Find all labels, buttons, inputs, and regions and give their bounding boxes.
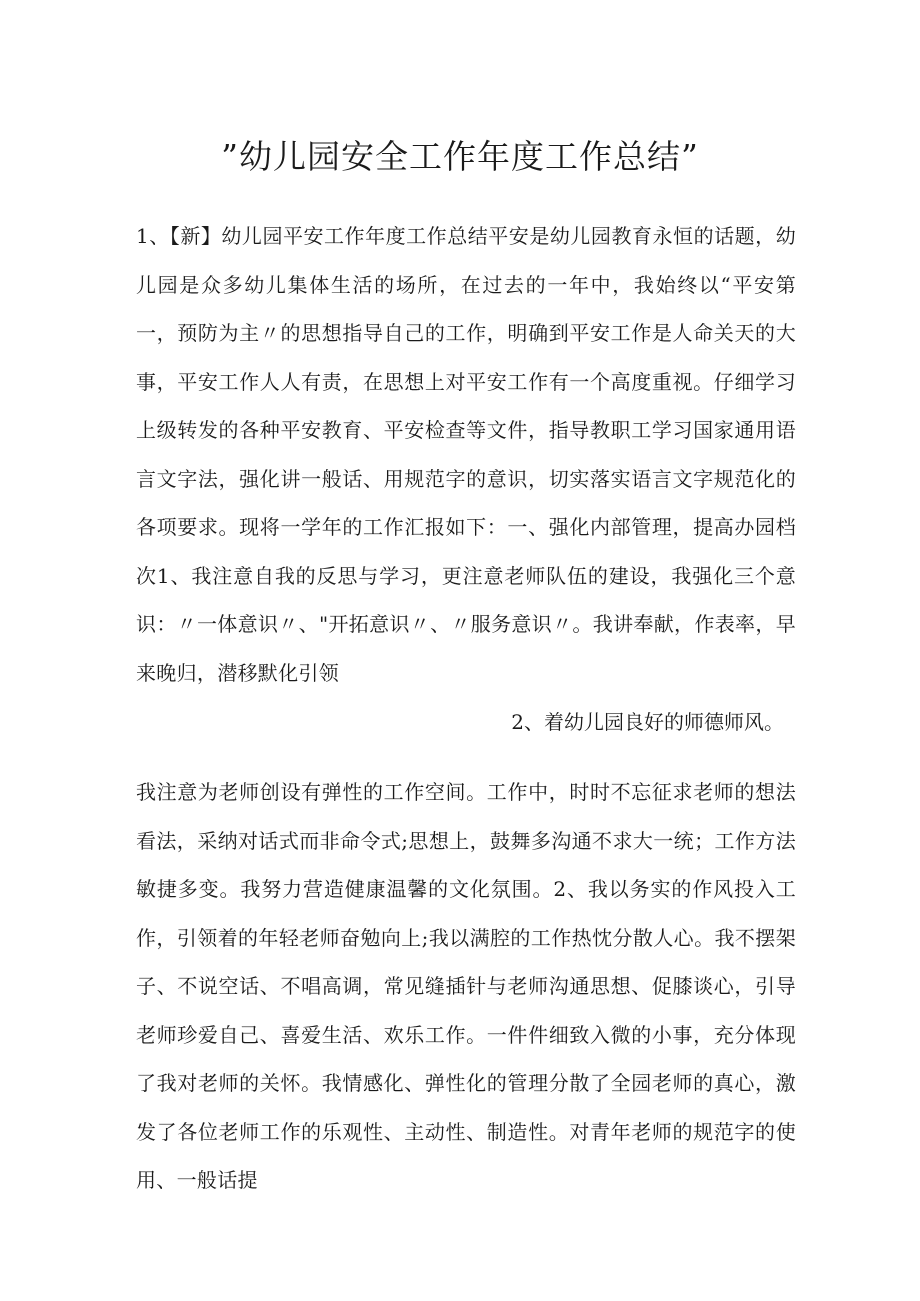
paragraph-2: 2、着幼儿园良好的师德师风。 (511, 710, 784, 734)
paragraph-3: 我注意为老师创设有弹性的工作空间。工作中，时时不忘征求老师的想法看法，采纳对话式而非命令式;思想上，鼓舞多沟通不求大一统；工作方法敏捷多变。我努力营造健康温馨的文化氛围。2、我以务实的作风投入工作，引领着的年轻老师奋勉向上;我以满腔的工作热忱分散人心。我不摆架子、不说空话、不唱高调，常见缝插针与老师沟通思想、促膝谈心，引导老师珍爱自己、喜爱生活、欢乐工作。一件件细致入微的小事，充分体现了我对老师的关怀。我情感化、弹性化的管理分散了全园老师的真心，激发了各位老师工作的乐观性、主动性、制造性。对青年老师的规范字的使用、一般话提 (136, 780, 796, 1192)
paragraph-1: 1、【新】幼儿园平安工作年度工作总结平安是幼儿园教育永恒的话题，幼儿园是众多幼儿集体生活的场所，在过去的一年中，我始终以“平安第一，预防为主〃的思想指导自己的工作，明确到平安工作是人命关天的大事，平安工作人人有责，在思想上对平安工作有一个高度重视。仔细学习上级转发的各种平安教育、平安检查等文件，指导教职工学习国家通用语言文字法，强化讲一般话、用规范字的意识，切实落实语言文字规范化的各项要求。现将一学年的工作汇报如下：一、强化内部管理，提高办园档次1、我注意自我的反思与学习，更注意老师队伍的建设，我强化三个意识：〃一体意识〃、"开拓意识〃、〃服务意识〃。我讲奉献，作表率，早来晚归，潜移默化引领 (136, 224, 796, 685)
document-title: ”幼儿园安全工作年度工作总结” (221, 137, 699, 176)
